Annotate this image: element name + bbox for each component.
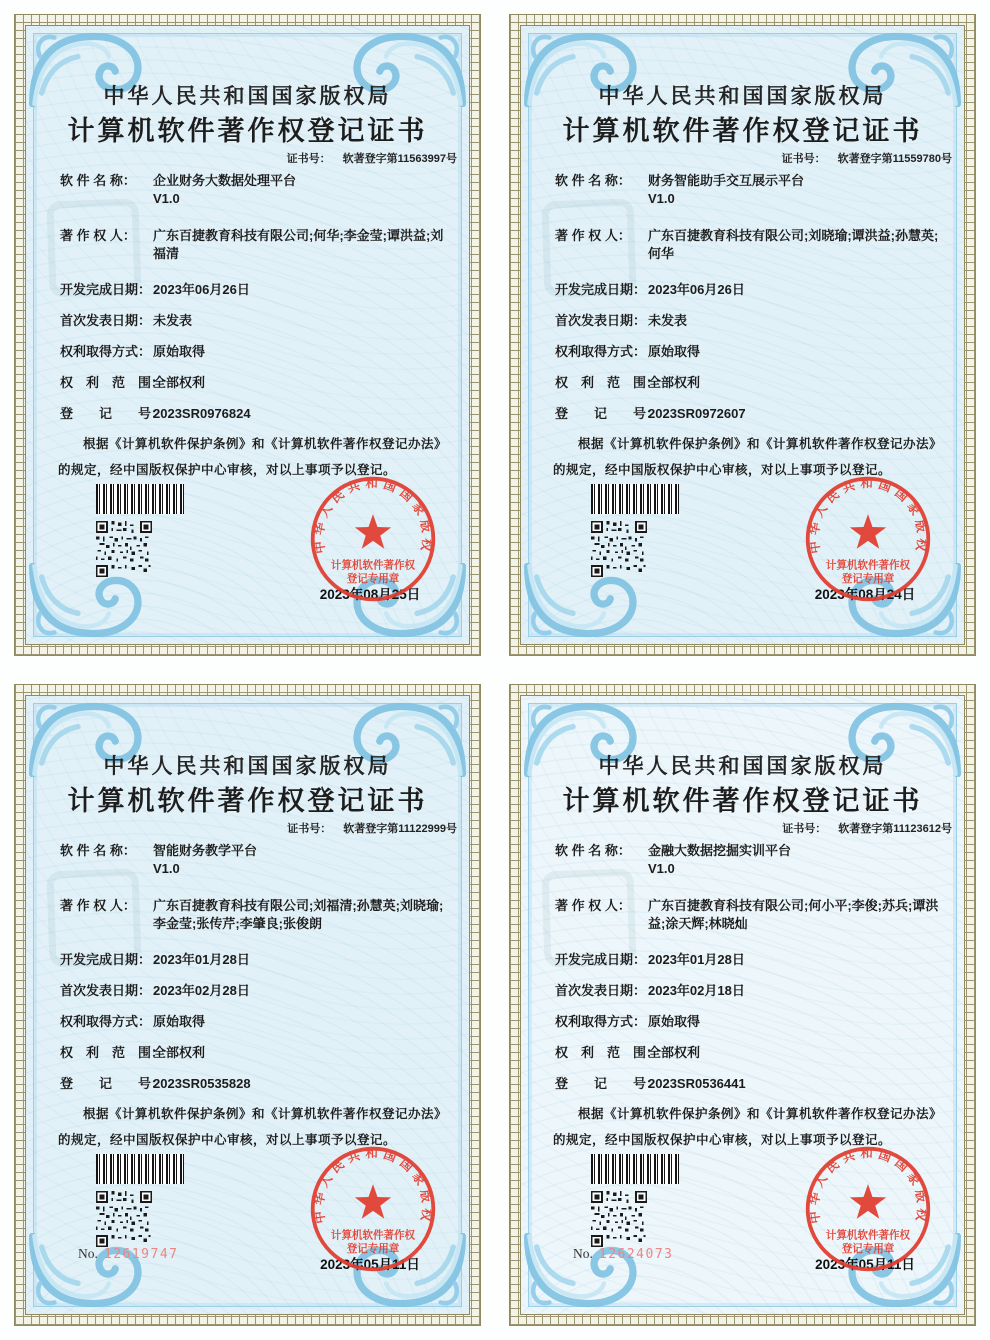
acquisition-label: 权利取得方式： — [60, 344, 152, 359]
registration-statement: 根据《计算机软件保护条例》和《计算机软件著作权登记办法》的规定，经中国版权保护中心审核，对以上事项予以登记。 — [553, 437, 943, 477]
qr-code-icon — [96, 1191, 152, 1247]
software-name-value: 企业财务大数据处理平台 — [153, 173, 297, 188]
field-copyright-owners — [555, 227, 955, 263]
official-seal-icon — [801, 472, 935, 606]
acquisition-value: 原始取得 — [153, 1014, 206, 1029]
field-software-name — [60, 842, 460, 878]
scope-label: 权 利 范 围： — [555, 1045, 660, 1060]
pub-date-label: 首次发表日期： — [555, 313, 647, 328]
dev-date-label: 开发完成日期： — [555, 952, 647, 967]
acquisition-label: 权利取得方式： — [60, 1014, 152, 1029]
copyright-owners-value: 广东百捷教育科技有限公司;刘晓瑜;谭洪益;孙慧英;何华 — [648, 228, 939, 261]
software-name-label: 软 件 名 称： — [60, 843, 136, 858]
registration-number-value: 2023SR0976824 — [153, 406, 251, 421]
copyright-owners-value: 广东百捷教育科技有限公司;刘福清;孙慧英;刘晓瑜;李金莹;张传芹;李肇良;张俊朗 — [153, 898, 444, 931]
certificate-3 — [0, 670, 495, 1340]
acquisition-value: 原始取得 — [648, 1014, 701, 1029]
scope-value: 全部权利 — [648, 1045, 701, 1060]
copyright-owners-label: 著 作 权 人： — [60, 228, 136, 243]
certificate-number — [287, 150, 457, 166]
seal-date: 2023年05月11日 — [320, 1257, 420, 1272]
authority-title: 中华人民共和国国家版权局 — [598, 84, 887, 108]
software-version: V1.0 — [153, 191, 180, 206]
qr-code-icon — [591, 521, 647, 577]
certificate-4 — [495, 670, 990, 1340]
certificate-title: 计算机软件著作权登记证书 — [562, 116, 923, 146]
registration-number-label: 登 记 号： — [60, 406, 165, 421]
scope-label: 权 利 范 围： — [60, 1045, 165, 1060]
scope-label: 权 利 范 围： — [60, 375, 165, 390]
certificate-2 — [495, 0, 990, 670]
certificate-1 — [0, 0, 495, 670]
acquisition-value: 原始取得 — [648, 344, 701, 359]
field-dev-complete-date — [60, 951, 460, 969]
field-software-name — [60, 172, 460, 208]
certificate-number-value: 软著登字第11123612号 — [838, 823, 952, 835]
seal-date: 2023年08月25日 — [319, 587, 421, 602]
copyright-owners-label: 著 作 权 人： — [555, 228, 631, 243]
software-name-label: 软 件 名 称： — [60, 173, 136, 188]
copyright-owners-value: 广东百捷教育科技有限公司;何华;李金莹;谭洪益;刘福清 — [153, 228, 444, 261]
software-name-value: 财务智能助手交互展示平台 — [648, 173, 805, 188]
authority-title: 中华人民共和国国家版权局 — [598, 754, 887, 778]
pub-date-label: 首次发表日期： — [60, 983, 152, 998]
authority-title: 中华人民共和国国家版权局 — [103, 84, 392, 108]
field-dev-complete-date — [60, 281, 460, 299]
pub-date-value: 未发表 — [648, 313, 688, 328]
dev-date-label: 开发完成日期： — [60, 282, 152, 297]
field-registration-number — [60, 405, 460, 423]
field-rights-acquisition — [60, 1013, 460, 1031]
registration-number-value: 2023SR0972607 — [648, 406, 746, 421]
registration-number-value: 2023SR0536441 — [648, 1076, 746, 1091]
field-registration-number — [60, 1075, 460, 1093]
software-name-value: 金融大数据挖掘实训平台 — [648, 843, 792, 858]
certificate-title: 计算机软件著作权登记证书 — [67, 116, 428, 146]
software-name-label: 软 件 名 称： — [555, 843, 631, 858]
certificate-number — [782, 820, 952, 836]
certificate-number-value: 软著登字第11563997号 — [342, 153, 457, 165]
software-name-label: 软 件 名 称： — [555, 173, 631, 188]
field-registration-number — [555, 405, 955, 423]
barcode-icon — [591, 484, 679, 514]
registration-statement: 根据《计算机软件保护条例》和《计算机软件著作权登记办法》的规定，经中国版权保护中心审核，对以上事项予以登记。 — [58, 437, 448, 477]
qr-code-icon — [591, 1191, 647, 1247]
official-seal-icon — [801, 1142, 935, 1276]
certificate-number-label: 证书号： — [781, 153, 826, 165]
official-seal-icon — [306, 472, 440, 606]
dev-date-value: 2023年01月28日 — [648, 952, 745, 967]
certificate-number-value: 软著登字第11559780号 — [837, 153, 952, 165]
scope-label: 权 利 范 围： — [555, 375, 660, 390]
registration-number-label: 登 记 号： — [555, 406, 660, 421]
field-first-publish-date — [60, 312, 460, 330]
registration-number-label: 登 记 号： — [555, 1076, 660, 1091]
pub-date-label: 首次发表日期： — [60, 313, 152, 328]
serial-number-value: 12624073 — [598, 1247, 674, 1262]
acquisition-label: 权利取得方式： — [555, 344, 647, 359]
barcode-icon — [591, 1154, 679, 1184]
registration-number-label: 登 记 号： — [60, 1076, 165, 1091]
qr-code-icon — [96, 521, 152, 577]
dev-date-label: 开发完成日期： — [555, 282, 647, 297]
certificate-number-value: 软著登字第11122999号 — [343, 823, 457, 835]
field-first-publish-date — [60, 982, 460, 1000]
dev-date-value: 2023年06月26日 — [648, 282, 745, 297]
certificate-title: 计算机软件著作权登记证书 — [67, 786, 428, 816]
pub-date-value: 未发表 — [153, 313, 193, 328]
field-first-publish-date — [555, 982, 955, 1000]
registration-number-value: 2023SR0535828 — [153, 1076, 251, 1091]
field-copyright-owners — [555, 897, 955, 933]
seal-date: 2023年08月24日 — [814, 587, 916, 602]
registration-statement: 根据《计算机软件保护条例》和《计算机软件著作权登记办法》的规定，经中国版权保护中心审核，对以上事项予以登记。 — [553, 1107, 943, 1147]
seal-date: 2023年05月11日 — [815, 1257, 915, 1272]
copyright-owners-label: 著 作 权 人： — [555, 898, 631, 913]
field-registration-number — [555, 1075, 955, 1093]
certificate-number-label: 证书号： — [286, 153, 331, 165]
registration-statement: 根据《计算机软件保护条例》和《计算机软件著作权登记办法》的规定，经中国版权保护中心审核，对以上事项予以登记。 — [58, 1107, 448, 1147]
acquisition-label: 权利取得方式： — [555, 1014, 647, 1029]
acquisition-value: 原始取得 — [153, 344, 206, 359]
software-version: V1.0 — [648, 191, 675, 206]
serial-number-row — [573, 1246, 674, 1262]
scope-value: 全部权利 — [648, 375, 701, 390]
field-rights-scope — [555, 1044, 955, 1062]
field-dev-complete-date — [555, 951, 955, 969]
field-dev-complete-date — [555, 281, 955, 299]
serial-number-label: No. — [573, 1246, 593, 1261]
barcode-icon — [96, 484, 184, 514]
serial-number-row — [78, 1246, 179, 1262]
serial-number-label: No. — [78, 1246, 98, 1261]
software-version: V1.0 — [153, 861, 180, 876]
copyright-owners-value: 广东百捷教育科技有限公司;何小平;李俊;苏兵;谭洪益;涂天辉;林晓灿 — [648, 898, 939, 931]
field-rights-scope — [60, 374, 460, 392]
field-copyright-owners — [60, 897, 460, 933]
field-rights-acquisition — [555, 1013, 955, 1031]
field-software-name — [555, 842, 955, 878]
copyright-owners-label: 著 作 权 人： — [60, 898, 136, 913]
field-rights-acquisition — [60, 343, 460, 361]
software-name-value: 智能财务教学平台 — [153, 843, 258, 858]
pub-date-value: 2023年02月28日 — [153, 983, 250, 998]
field-copyright-owners — [60, 227, 460, 263]
barcode-icon — [96, 1154, 184, 1184]
software-version: V1.0 — [648, 861, 675, 876]
dev-date-value: 2023年06月26日 — [153, 282, 250, 297]
field-rights-scope — [555, 374, 955, 392]
certificate-title: 计算机软件著作权登记证书 — [562, 786, 923, 816]
authority-title: 中华人民共和国国家版权局 — [103, 754, 392, 778]
field-first-publish-date — [555, 312, 955, 330]
dev-date-label: 开发完成日期： — [60, 952, 152, 967]
field-rights-acquisition — [555, 343, 955, 361]
scope-value: 全部权利 — [153, 1045, 206, 1060]
serial-number-value: 12619747 — [103, 1247, 179, 1262]
certificate-number — [287, 820, 457, 836]
field-software-name — [555, 172, 955, 208]
dev-date-value: 2023年01月28日 — [153, 952, 250, 967]
official-seal-icon — [306, 1142, 440, 1276]
scope-value: 全部权利 — [153, 375, 206, 390]
certificate-number — [782, 150, 952, 166]
field-rights-scope — [60, 1044, 460, 1062]
pub-date-value: 2023年02月18日 — [648, 983, 745, 998]
certificate-number-label: 证书号： — [782, 823, 827, 835]
pub-date-label: 首次发表日期： — [555, 983, 647, 998]
certificate-number-label: 证书号： — [287, 823, 332, 835]
